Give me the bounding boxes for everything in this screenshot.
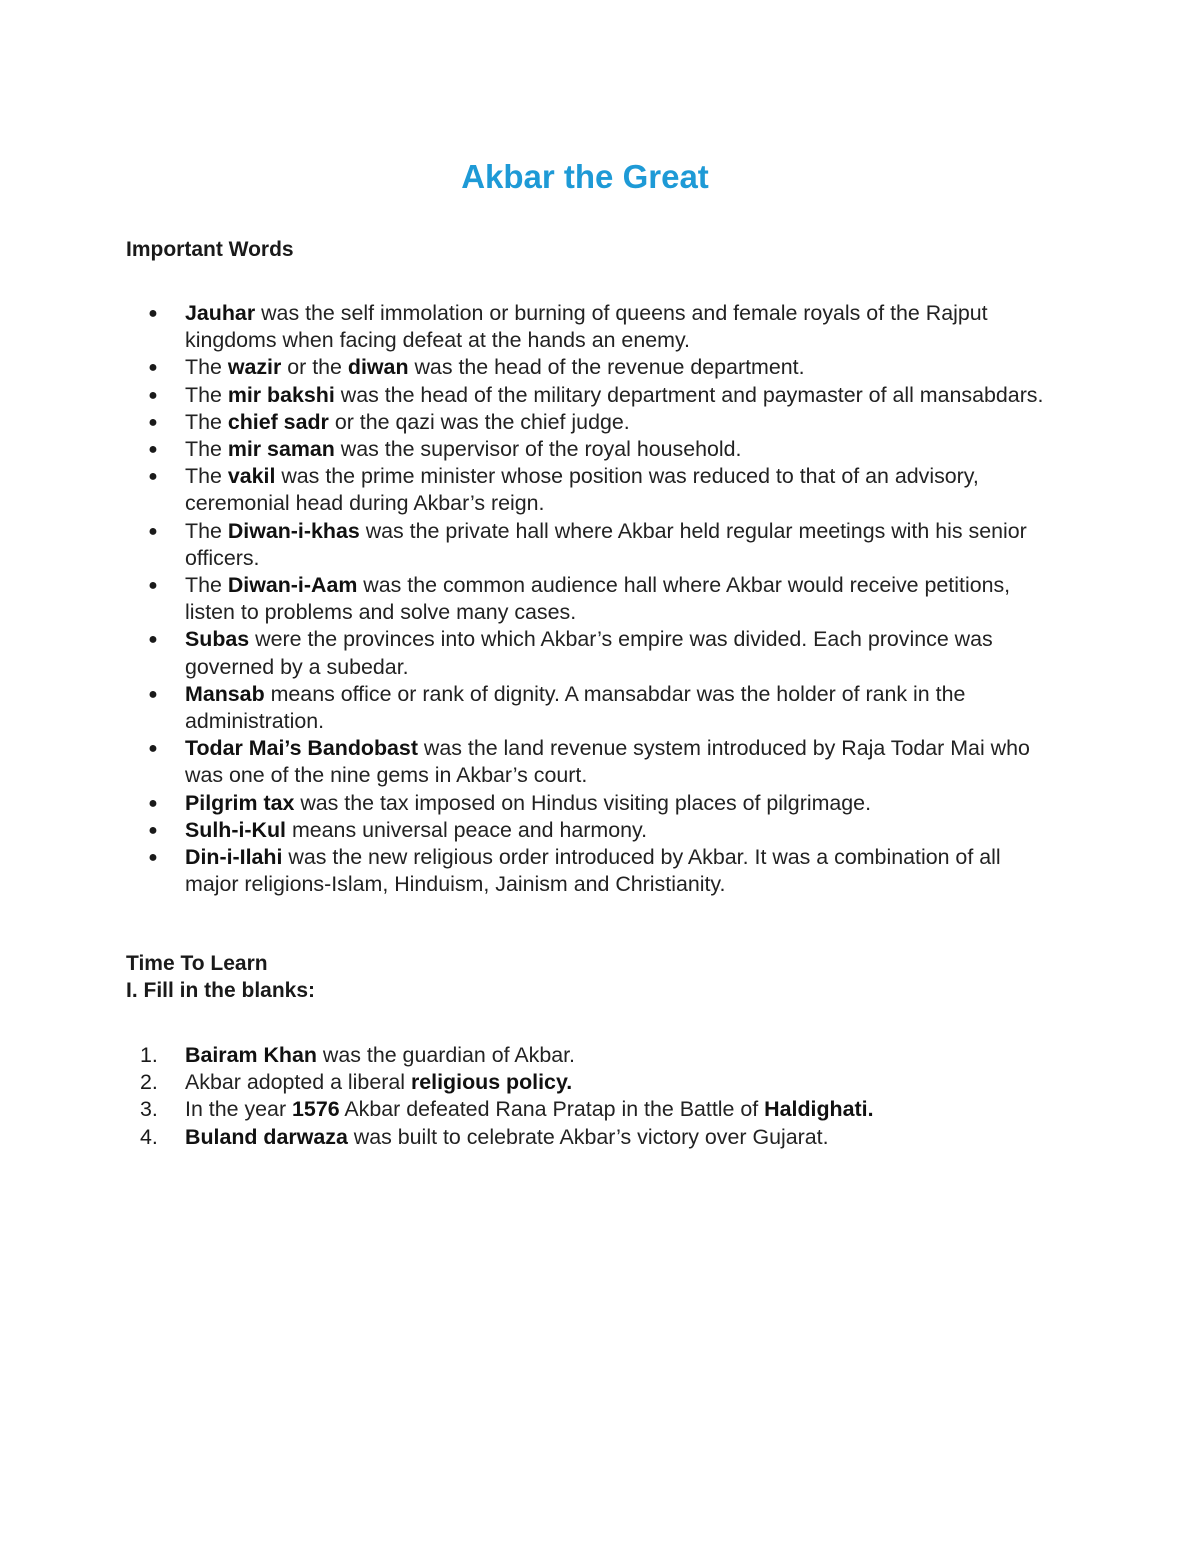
item-number: 2.: [140, 1070, 158, 1095]
bullet-icon: ●: [148, 305, 158, 322]
list-item: ● The chief sadr or the qazi was the chief judge.: [126, 409, 1056, 436]
bullet-icon: ●: [148, 849, 158, 867]
list-item: ● The vakil was the prime minister whose position was reduced to that of an advisory, ceremonial head during Akbar’s reign.: [148, 464, 979, 516]
bullet-icon: ●: [148, 359, 158, 377]
page-title: Akbar the Great: [461, 158, 709, 195]
bullet-icon: ●: [148, 577, 158, 595]
list-item: 1. Bairam Khan was the guardian of Akbar.: [126, 1042, 1056, 1069]
list-item: ● Pilgrim tax was the tax imposed on Hindus visiting places of pilgrimage.: [126, 790, 1056, 817]
important-words-list: [126, 300, 1056, 898]
time-to-learn-heading: Time To Learn: [126, 952, 268, 975]
item-number: 3.: [140, 1097, 158, 1122]
bullet-icon: ●: [148, 441, 158, 459]
bullet-icon: ●: [148, 794, 158, 812]
list-item: 4. Buland darwaza was built to celebrate Akbar’s victory over Gujarat.: [126, 1124, 1056, 1151]
list-item: ● Jauhar was the self immolation or burning of queens and female royals of the Rajput kingdoms when facing defeat at the hands an enemy.: [148, 301, 988, 353]
list-item: ● The mir saman was the supervisor of the royal household.: [126, 436, 1056, 463]
list-item: ● The mir bakshi was the head of the military department and paymaster of all mansabdars.: [126, 382, 1056, 409]
list-item: 2. Akbar adopted a liberal religious policy.: [126, 1069, 1056, 1096]
item-number: 1.: [140, 1043, 158, 1067]
bullet-icon: ●: [148, 631, 158, 649]
list-item: ● Mansab means office or rank of dignity. A mansabdar was the holder of rank in the administration.: [148, 681, 966, 734]
list-item: ● Subas were the provinces into which Akbar’s empire was divided. Each province was governed by a subedar.: [148, 627, 993, 679]
list-item: ● The wazir or the diwan was the head of the revenue department.: [126, 354, 1056, 381]
list-item: 3. In the year 1576 Akbar defeated Rana Pratap in the Battle of Haldighati.: [126, 1096, 1056, 1123]
list-item: ● Din-i-Ilahi was the new religious order introduced by Akbar. It was a combination of all major religions-Islam, Hinduism, Jainism and Christianity.: [148, 845, 1001, 897]
bullet-icon: ●: [148, 522, 158, 540]
important-words-heading: Important Words: [126, 238, 294, 261]
fill-in-blanks-heading: I. Fill in the blanks:: [126, 979, 316, 1002]
item-number: 4.: [140, 1124, 158, 1149]
bullet-icon: ●: [148, 685, 158, 703]
list-item: ● Sulh-i-Kul means universal peace and harmony.: [126, 817, 1056, 844]
list-item: ● The Diwan-i-khas was the private hall where Akbar held regular meetings with his senior officers.: [148, 518, 1027, 570]
bullet-icon: ●: [148, 740, 158, 758]
bullet-icon: ●: [148, 386, 158, 404]
list-item: ● Todar Mai’s Bandobast was the land revenue system introduced by Raja Todar Mai who was one of the nine gems in Akbar’s court.: [148, 736, 1030, 788]
bullet-icon: ●: [148, 413, 158, 431]
bullet-icon: ●: [148, 821, 158, 839]
list-item: ● The Diwan-i-Aam was the common audience hall where Akbar would receive petitions, listen to problems and solve many cases.: [148, 573, 1011, 625]
fill-in-blanks-list: [126, 1042, 1056, 1151]
bullet-icon: ●: [148, 468, 158, 486]
